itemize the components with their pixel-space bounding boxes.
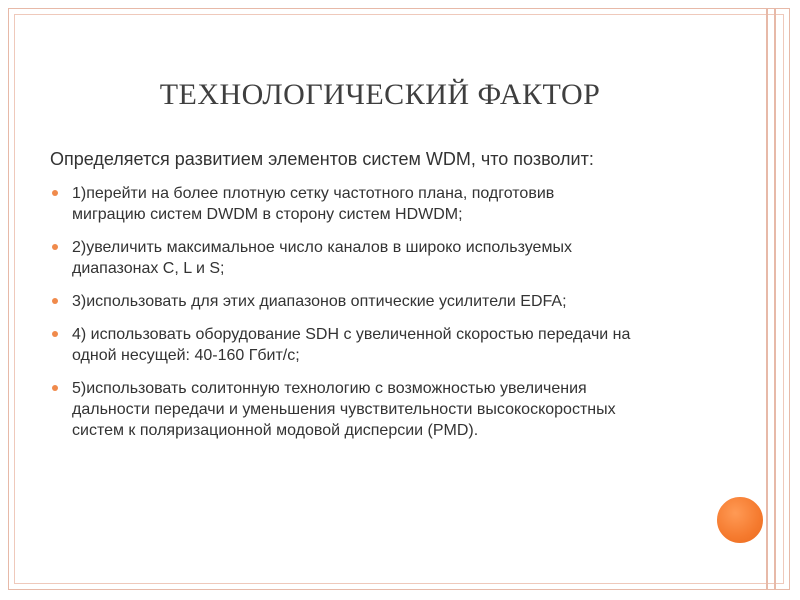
bullet-dot-icon — [52, 190, 58, 196]
bullet-item — [50, 183, 730, 225]
orange-circle-icon — [715, 495, 765, 545]
bullet-item — [50, 324, 730, 366]
frame-right-line-left — [766, 8, 768, 590]
bullet-dot-icon — [52, 385, 58, 391]
bullet-text: 5)использовать солитонную технологию с возможностью увеличения дальности передачи и уменьшения чувствительности высокоскоростных систем к поляризационной модовой дисперсии (PMD). — [72, 380, 616, 439]
bullet-item — [50, 291, 730, 312]
bullet-dot-icon — [52, 298, 58, 304]
bullet-dot-icon — [52, 244, 58, 250]
bullet-text: 1)перейти на более плотную сетку частотного плана, подготовив миграцию систем DWDM в сторону систем HDWDM; — [72, 185, 555, 223]
slide-title: ТЕХНОЛОГИЧЕСКИЙ ФАКТОР — [159, 78, 601, 111]
bullet-text: 4) использовать оборудование SDH с увеличенной скоростью передачи на одной несущей: 40-160 Гбит/с; — [72, 326, 631, 364]
bullet-item — [50, 378, 730, 441]
bullet-item — [50, 237, 730, 279]
frame-right-line-right — [774, 8, 776, 590]
bullet-list — [50, 183, 730, 453]
bullet-text: 3)использовать для этих диапазонов оптические усилители EDFA; — [72, 293, 567, 310]
slide-subtitle: Определяется развитием элементов систем WDM, что позволит: — [50, 149, 594, 169]
bullet-text: 2)увеличить максимальное число каналов в широко используемых диапазонах C, L и S; — [72, 239, 572, 277]
bullet-dot-icon — [52, 331, 58, 337]
